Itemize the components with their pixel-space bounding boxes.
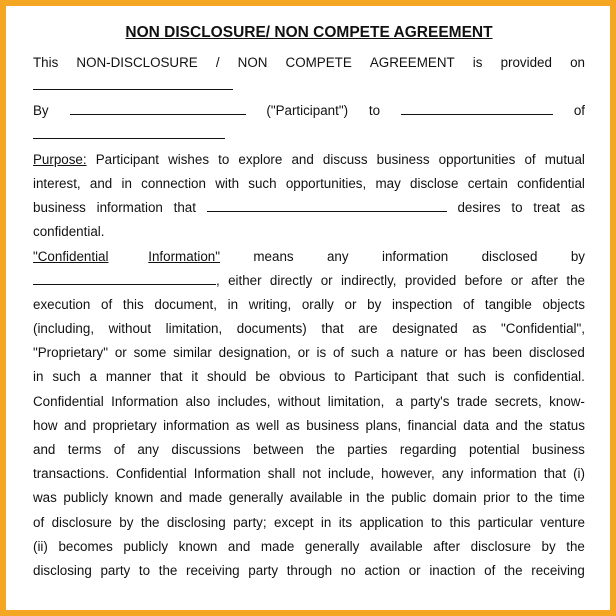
body-word: has <box>463 345 486 361</box>
body-word: is <box>316 345 327 361</box>
body-word: such <box>52 369 81 385</box>
body-word: receiving <box>531 562 585 578</box>
body-word: time <box>559 490 585 506</box>
body-word: confidential. <box>513 369 585 385</box>
body-word: it <box>191 369 199 385</box>
body-word: and <box>159 490 183 506</box>
body-word: execution <box>33 296 91 312</box>
confidential-word: by <box>570 248 585 264</box>
body-word: designated <box>392 321 458 337</box>
body-word: business <box>532 442 585 457</box>
intro-word: AGREEMENT <box>369 55 455 70</box>
purpose-word: disclose <box>410 175 459 191</box>
body-word: a <box>89 369 97 385</box>
purpose-word: in <box>121 175 132 191</box>
body-word: know- <box>549 393 585 409</box>
body-word: shall <box>267 466 296 482</box>
confidential-line-2 <box>33 269 585 293</box>
body-word: except <box>274 514 314 530</box>
body-word: or <box>114 345 127 361</box>
body-word: disclosed <box>528 345 585 361</box>
agreement-page <box>33 24 585 583</box>
body-line <box>33 462 585 486</box>
body-word: plans, <box>365 417 402 433</box>
body-line <box>33 293 585 317</box>
body-word: in <box>227 296 239 312</box>
body-word: discussions <box>171 442 241 457</box>
body-word: the <box>366 490 385 506</box>
body-word: potential <box>468 442 520 457</box>
body-line <box>33 535 585 559</box>
confidential-word: the <box>566 272 585 288</box>
body-word: no <box>340 562 356 578</box>
body-word: disclosure <box>470 538 531 554</box>
company-name-blank[interactable] <box>207 197 447 212</box>
body-word: receiving <box>186 562 240 578</box>
document-title: NON DISCLOSURE/ NON COMPETE AGREEMENT <box>125 24 493 41</box>
body-word: domain <box>432 490 477 506</box>
body-word: been <box>492 345 523 361</box>
body-line <box>33 365 585 389</box>
purpose-word: to <box>218 151 230 167</box>
body-word: as <box>285 417 300 433</box>
body-word: the <box>503 562 523 578</box>
discloser-line: , <box>33 269 220 293</box>
body-word: to <box>138 562 151 578</box>
body-word: information <box>163 417 230 433</box>
intro-line-1 <box>33 51 585 75</box>
confidential-word: provided <box>404 272 457 288</box>
intro-word: NON <box>237 55 268 70</box>
purpose-word: business <box>33 200 86 216</box>
body-word: information <box>470 466 537 482</box>
body-word: of <box>463 296 475 312</box>
purpose-word: interest, <box>33 175 81 191</box>
body-word: some <box>133 345 167 361</box>
body-word: of <box>113 442 125 457</box>
body-word: this <box>122 296 144 312</box>
body-word: the <box>140 514 160 530</box>
body-word: that <box>543 466 567 482</box>
confidential-word: directly <box>269 272 313 288</box>
purpose-word: of <box>524 151 536 167</box>
body-word: inaction <box>429 562 476 578</box>
body-word: document, <box>154 296 217 312</box>
body-word: documents) <box>236 321 307 337</box>
body-word: "Proprietary" <box>33 345 108 361</box>
confidential-word: information <box>381 248 449 264</box>
body-word: made <box>188 490 223 506</box>
body-word: however, <box>381 466 435 482</box>
body-word: available <box>289 490 343 506</box>
body-word: financial <box>407 417 457 433</box>
body-word: proprietary <box>92 417 157 433</box>
body-word: and <box>33 442 56 457</box>
purpose-word: discuss <box>322 151 368 167</box>
purpose-word: that <box>173 200 196 216</box>
body-word: trade <box>456 393 488 409</box>
body-word: Participant <box>354 369 418 385</box>
body-word: that <box>426 369 449 385</box>
confidential-line-1 <box>33 245 585 269</box>
body-word: (ii) <box>33 538 48 554</box>
body-word: of <box>101 296 113 312</box>
body-word: orally <box>301 296 334 312</box>
body-word: without <box>108 321 152 337</box>
intro-word: on <box>570 55 585 70</box>
body-word: terms <box>67 442 102 457</box>
purpose-line-2 <box>33 172 585 196</box>
body-word: party's <box>410 393 450 409</box>
body-word: includes, <box>217 393 271 409</box>
purpose-line-4 <box>33 220 585 244</box>
purpose-word: Participant <box>95 151 159 167</box>
body-word: any <box>441 466 464 482</box>
purpose-line-1 <box>33 148 585 172</box>
body-word: nature <box>400 345 439 361</box>
body-line <box>33 390 585 414</box>
body-word: Information <box>111 393 179 409</box>
body-line <box>33 559 585 583</box>
body-word: Information <box>193 466 261 482</box>
body-word: the <box>566 538 585 554</box>
body-word: disclosing <box>33 562 92 578</box>
purpose-last-line: confidential. <box>33 224 105 240</box>
body-line <box>33 486 585 510</box>
body-word: to <box>516 490 528 506</box>
body-word: regarding <box>399 442 457 457</box>
confidential-body <box>33 293 585 583</box>
purpose-word: such <box>248 175 277 191</box>
purpose-word: mutual <box>544 151 585 167</box>
body-word: or <box>445 345 458 361</box>
body-word: business <box>306 417 360 433</box>
address-blank[interactable] <box>33 124 225 139</box>
body-word: secrets, <box>494 393 542 409</box>
intro-word: This <box>33 55 59 70</box>
purpose-word: explore <box>238 151 283 167</box>
body-word: also <box>185 393 211 409</box>
body-word: by <box>367 296 382 312</box>
body-word: generally <box>228 490 284 506</box>
confidential-word: before <box>464 272 503 288</box>
confidential-word: or <box>510 272 523 288</box>
by-label: By <box>33 103 49 119</box>
body-word: "Confidential", <box>501 321 585 337</box>
body-word: becomes <box>58 538 113 554</box>
body-word: parties <box>347 442 388 457</box>
body-word: the <box>534 490 553 506</box>
confidential-word: indirectly, <box>340 272 397 288</box>
recipient-name-blank[interactable] <box>401 100 553 115</box>
confidential-information-heading <box>33 245 220 269</box>
body-word: include, <box>327 466 375 482</box>
body-word: to <box>430 514 443 530</box>
body-line <box>33 317 585 341</box>
purpose-heading: Purpose: <box>33 151 87 167</box>
intro-line-3 <box>33 99 585 123</box>
body-word: public <box>391 490 427 506</box>
body-word: or <box>408 562 421 578</box>
purpose-word: as <box>570 200 585 216</box>
body-word: be <box>255 369 271 385</box>
body-word: of <box>332 345 345 361</box>
heading-word: Information" <box>148 248 220 264</box>
body-word: its <box>338 514 353 530</box>
body-word: Confidential <box>33 393 104 409</box>
body-word: status <box>549 417 585 433</box>
body-word: a <box>386 345 394 361</box>
body-word: was <box>33 490 57 506</box>
body-word: party; <box>233 514 267 530</box>
body-word: should <box>206 369 247 385</box>
body-word: not <box>302 466 321 482</box>
body-line <box>33 341 585 365</box>
body-word: that <box>321 321 344 337</box>
purpose-word: and <box>291 151 314 167</box>
body-word: a <box>391 393 403 409</box>
confidential-word: any <box>326 248 349 264</box>
intro-word: / <box>215 55 220 70</box>
body-word: after <box>433 538 461 554</box>
body-word: party <box>100 562 131 578</box>
body-word: writing, <box>248 296 292 312</box>
body-word: made <box>260 538 295 554</box>
purpose-word: confidential <box>517 175 585 191</box>
body-word: well <box>256 417 280 433</box>
body-word: designation, <box>218 345 291 361</box>
body-word: Confidential <box>115 466 187 482</box>
body-line <box>33 511 585 535</box>
discloser-blank[interactable] <box>33 270 216 285</box>
body-word: are <box>358 321 378 337</box>
body-word: or <box>344 296 357 312</box>
body-word: tangible <box>484 296 532 312</box>
purpose-word: connection <box>141 175 206 191</box>
body-word: (i) <box>573 466 585 482</box>
body-word: limitation, <box>165 321 223 337</box>
body-word: or <box>297 345 310 361</box>
body-word: by <box>119 514 134 530</box>
purpose-word: information <box>96 200 163 216</box>
body-word: prior <box>483 490 511 506</box>
body-word: action <box>364 562 401 578</box>
intro-word: COMPETE <box>285 55 352 70</box>
purpose-word: and <box>89 175 113 191</box>
body-word: objects <box>542 296 585 312</box>
confidential-word: disclosed <box>481 248 538 264</box>
body-word: in <box>349 490 360 506</box>
purpose-word: desires <box>457 200 501 216</box>
body-word: limitation, <box>327 393 385 409</box>
body-word: between <box>253 442 304 457</box>
of-label: of <box>573 103 585 119</box>
to-label: to <box>368 103 381 119</box>
body-word: and <box>227 538 251 554</box>
body-word: of <box>484 562 496 578</box>
body-word: any <box>137 442 159 457</box>
body-word: through <box>286 562 333 578</box>
purpose-word: with <box>215 175 240 191</box>
intro-line-2 <box>33 75 585 99</box>
body-word: known <box>178 538 218 554</box>
body-word: and <box>495 417 518 433</box>
body-word: known <box>114 490 154 506</box>
purpose-word: certain <box>467 175 508 191</box>
intro-word: provided <box>500 55 552 70</box>
body-word: (including, <box>33 321 95 337</box>
purpose-word: opportunities, <box>285 175 367 191</box>
body-word: by <box>541 538 556 554</box>
body-word: disclosure <box>51 514 112 530</box>
purpose-line-3 <box>33 196 585 220</box>
body-word: particular <box>477 514 533 530</box>
body-word: the <box>316 442 335 457</box>
heading-word: "Confidential <box>33 248 109 264</box>
body-word: disclosing <box>166 514 226 530</box>
intro-line-4 <box>33 124 585 148</box>
body-word: data <box>463 417 490 433</box>
body-word: obvious <box>279 369 326 385</box>
body-word: manner <box>105 369 152 385</box>
purpose-word: treat <box>533 200 561 216</box>
purpose-word: to <box>511 200 523 216</box>
body-word: publicly <box>63 490 109 506</box>
body-word: that <box>160 369 183 385</box>
body-line <box>33 414 585 438</box>
body-word: party <box>248 562 279 578</box>
body-word: such <box>350 345 380 361</box>
intro-word: is <box>472 55 483 70</box>
purpose-word: may <box>375 175 401 191</box>
body-word: transactions. <box>33 466 109 482</box>
purpose-word: business <box>376 151 430 167</box>
body-word: and <box>63 417 87 433</box>
body-word: without <box>277 393 321 409</box>
body-word: application <box>359 514 424 530</box>
body-word: to <box>334 369 346 385</box>
body-word: as <box>472 321 487 337</box>
body-word: how <box>33 417 58 433</box>
body-word: publicly <box>123 538 169 554</box>
body-word: the <box>524 417 543 433</box>
confidential-word: either <box>228 272 262 288</box>
participant-name-blank[interactable] <box>70 100 246 115</box>
body-word: similar <box>173 345 212 361</box>
intro-word: NON-DISCLOSURE <box>76 55 198 70</box>
confidential-word: after <box>531 272 558 288</box>
body-word: generally <box>304 538 360 554</box>
confidential-word: means <box>253 248 294 264</box>
confidential-word: or <box>320 272 333 288</box>
participant-label: ("Participant") <box>266 103 349 119</box>
body-word: as <box>235 417 250 433</box>
body-word: the <box>158 562 178 578</box>
date-blank[interactable] <box>33 75 233 90</box>
body-line <box>33 438 585 462</box>
body-word: inspection <box>392 296 453 312</box>
body-word: is <box>494 369 505 385</box>
body-word: such <box>457 369 486 385</box>
body-word: this <box>449 514 471 530</box>
body-word: in <box>320 514 332 530</box>
body-word: venture <box>540 514 585 530</box>
purpose-word: wishes <box>168 151 210 167</box>
body-word: available <box>369 538 423 554</box>
purpose-word: opportunities <box>438 151 516 167</box>
body-word: of <box>33 514 45 530</box>
body-word: in <box>33 369 44 385</box>
